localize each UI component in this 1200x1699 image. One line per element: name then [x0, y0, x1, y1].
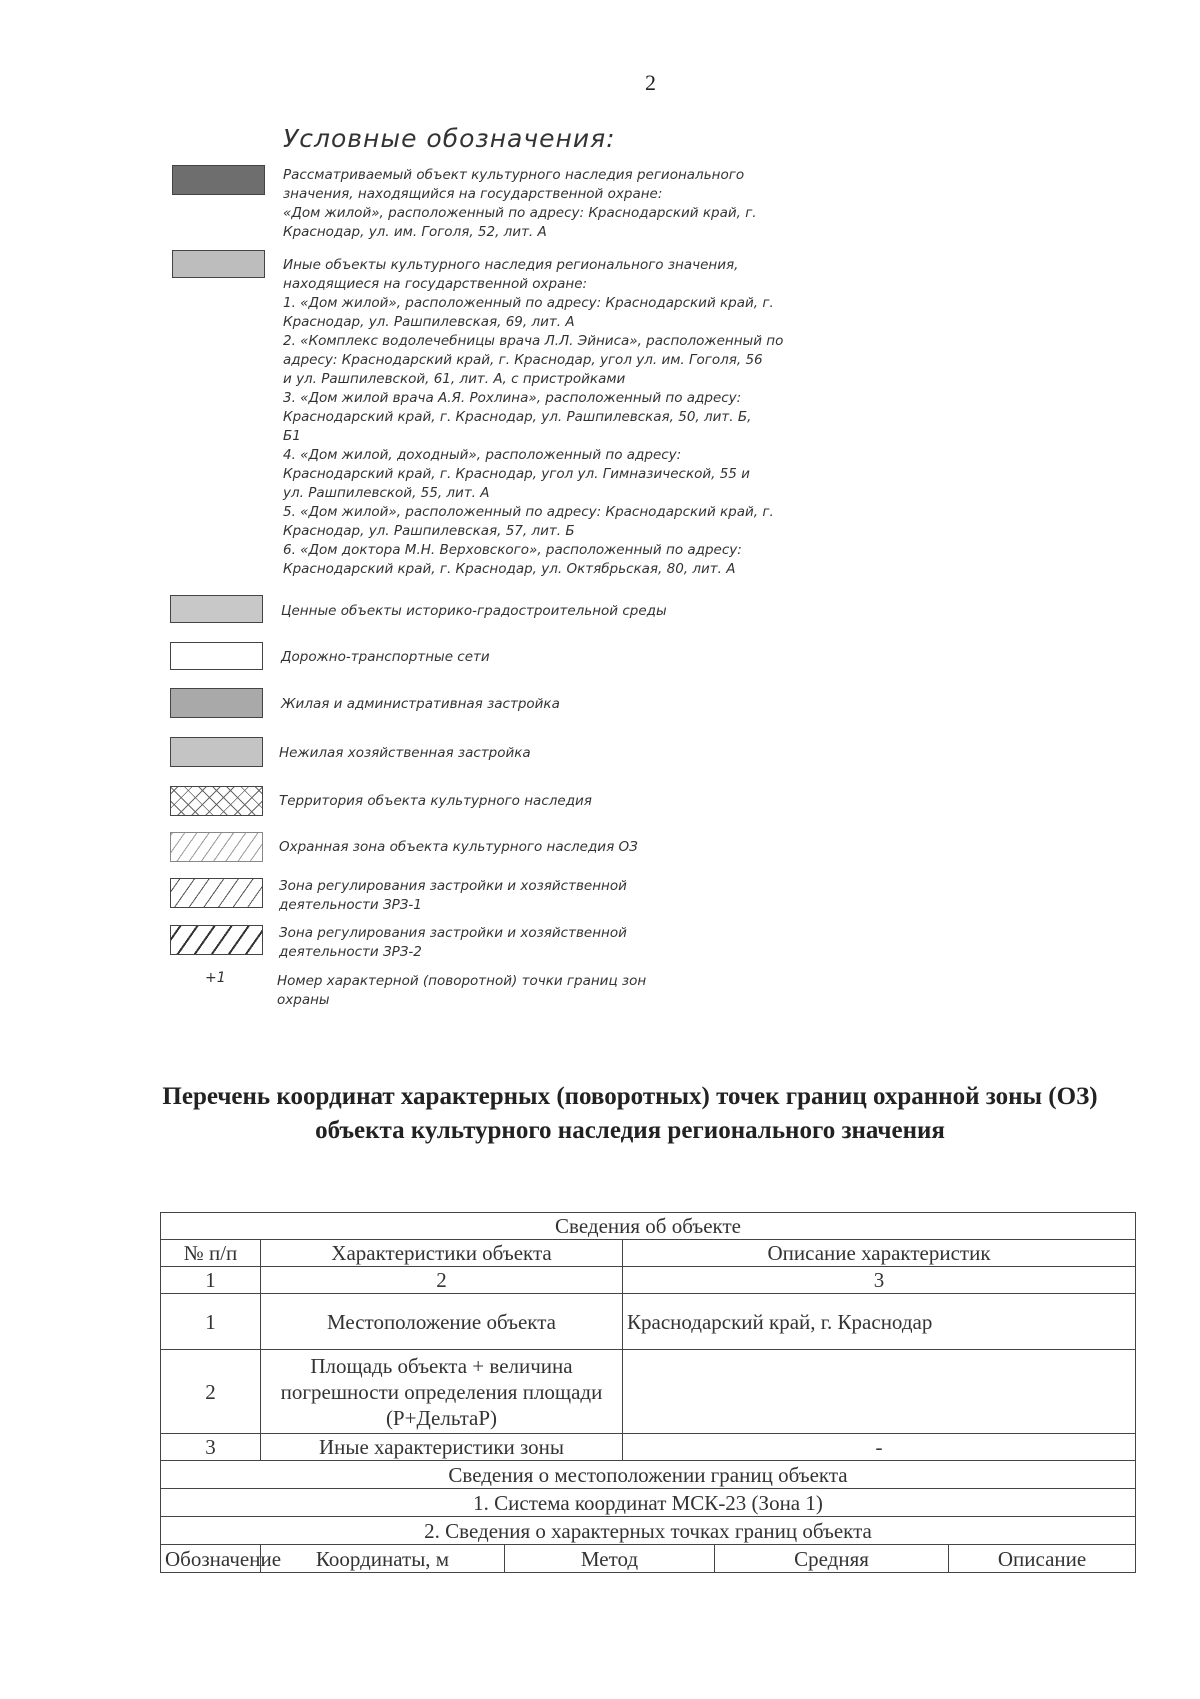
legend-swatch-non-residential: [170, 737, 263, 767]
table-coord-system-row: [161, 1489, 1136, 1517]
row-num: 2: [161, 1350, 261, 1434]
legend-text-valuable-objects: Ценные объекты историко-градостроительной среды: [281, 603, 667, 619]
table-header-row: [161, 1240, 1136, 1267]
row-num: 1: [161, 1294, 261, 1350]
section-heading: Перечень координат характерных (поворотных) точек границ охранной зоны (ОЗ) объекта культурного наследия регионального значения: [162, 1083, 1098, 1144]
points-header-mean: Средняя: [715, 1545, 949, 1573]
table-points-title-row: [161, 1517, 1136, 1545]
row-value: [623, 1350, 1136, 1434]
table-row: [161, 1350, 1136, 1434]
legend-title: Условные обозначения:: [283, 124, 616, 153]
legend-text-subject-object: Рассматриваемый объект культурного наследия регионального значения, находящийся на государственной охране: «Дом жилой», расположенный по адресу: Краснодарский край, г. Краснодар, ул. им. Гоголя, 52, лит. А: [283, 167, 757, 240]
points-header-designation: Обозначение: [161, 1545, 261, 1573]
colnum-3: 3: [623, 1267, 1136, 1294]
legend-text-heritage-territory: Территория объекта культурного наследия: [279, 793, 592, 809]
legend-swatch-zrz-2: [170, 925, 263, 955]
row-num: 3: [161, 1434, 261, 1461]
points-header-description: Описание: [949, 1545, 1136, 1573]
legend-text-point-number: Номер характерной (поворотной) точки границ зон охраны: [277, 973, 647, 1008]
points-header-method: Метод: [505, 1545, 715, 1573]
legend-text-roads: Дорожно-транспортные сети: [281, 649, 490, 665]
coord-system: 1. Система координат МСК-23 (Зона 1): [161, 1489, 1136, 1517]
legend-text-residential: Жилая и административная застройка: [281, 696, 560, 712]
header-characteristics: Характеристики объекта: [261, 1240, 623, 1267]
table-points-header-row: [161, 1545, 1136, 1573]
header-num: № п/п: [161, 1240, 261, 1267]
object-info-table: [160, 1212, 1136, 1573]
legend-swatch-valuable-objects: [170, 595, 263, 623]
table-row: [161, 1294, 1136, 1350]
table-colnum-row: [161, 1267, 1136, 1294]
table-section-row: [161, 1461, 1136, 1489]
table-row: [161, 1434, 1136, 1461]
row-name: Иные характеристики зоны: [261, 1434, 623, 1461]
page-number: 2: [645, 70, 656, 95]
row-value: -: [623, 1434, 1136, 1461]
colnum-2: 2: [261, 1267, 623, 1294]
legend-text-non-residential: Нежилая хозяйственная застройка: [279, 745, 531, 761]
table-title-row: [161, 1213, 1136, 1240]
row-value: Краснодарский край, г. Краснодар: [623, 1294, 1136, 1350]
legend-swatch-roads: [170, 642, 263, 670]
legend-swatch-zrz-1: [170, 878, 263, 908]
legend-swatch-heritage-territory: [170, 786, 263, 816]
legend-swatch-subject-object: [172, 165, 265, 195]
legend-text-protection-zone: Охранная зона объекта культурного наследия ОЗ: [279, 839, 638, 855]
section-title: Сведения о местоположении границ объекта: [161, 1461, 1136, 1489]
points-title: 2. Сведения о характерных точках границ объекта: [161, 1517, 1136, 1545]
legend-swatch-residential: [170, 688, 263, 718]
legend-symbol-point-number: +1: [205, 970, 226, 986]
points-header-coordinates: Координаты, м: [261, 1545, 505, 1573]
legend-swatch-other-objects: [172, 250, 265, 278]
header-description: Описание характеристик: [623, 1240, 1136, 1267]
table-title: Сведения об объекте: [161, 1213, 1136, 1240]
legend-text-other-objects: Иные объекты культурного наследия регионального значения, находящиеся на государственной охране: 1. «Дом жилой», расположенный по адресу: Краснодарский край, г. Краснодар, ул. Рашпилевская, 69, лит. А 2. «Комплекс водолечебницы врача Л.Л. Эйниса», расположенный по адресу: Краснодарский край, г. Краснодар, угол ул. им. Гоголя, 56 и ул. Рашпилевской, 61, лит. А, с пристройками 3. «Дом жилой врача А.Я. Рохлина», расположенный по адресу: Краснодарский край, г. Краснодар, ул. Рашпилевская, 50, лит. Б, Б1 4. «Дом жилой, доходный», расположенный по адресу: Краснодарский край, г. Краснодар, угол ул. Гимназической, 55 и ул. Рашпилевской, 55, лит. А 5. «Дом жилой», расположенный по адресу: Краснодарский край, г. Краснодар, ул. Рашпилевская, 57, лит. Б 6. «Дом доктора М.Н. Верховского», расположенный по адресу: Краснодарский край, г. Краснодар, ул. Октябрьская, 80, лит. А: [283, 257, 784, 577]
row-name: Площадь объекта + величина погрешности определения площади (Р+ДельтаР): [261, 1350, 623, 1434]
row-name: Местоположение объекта: [261, 1294, 623, 1350]
legend-swatch-protection-zone: [170, 832, 263, 862]
legend-text-zrz-1: Зона регулирования застройки и хозяйственной деятельности ЗРЗ-1: [279, 878, 627, 913]
legend-text-zrz-2: Зона регулирования застройки и хозяйственной деятельности ЗРЗ-2: [279, 925, 627, 960]
colnum-1: 1: [161, 1267, 261, 1294]
